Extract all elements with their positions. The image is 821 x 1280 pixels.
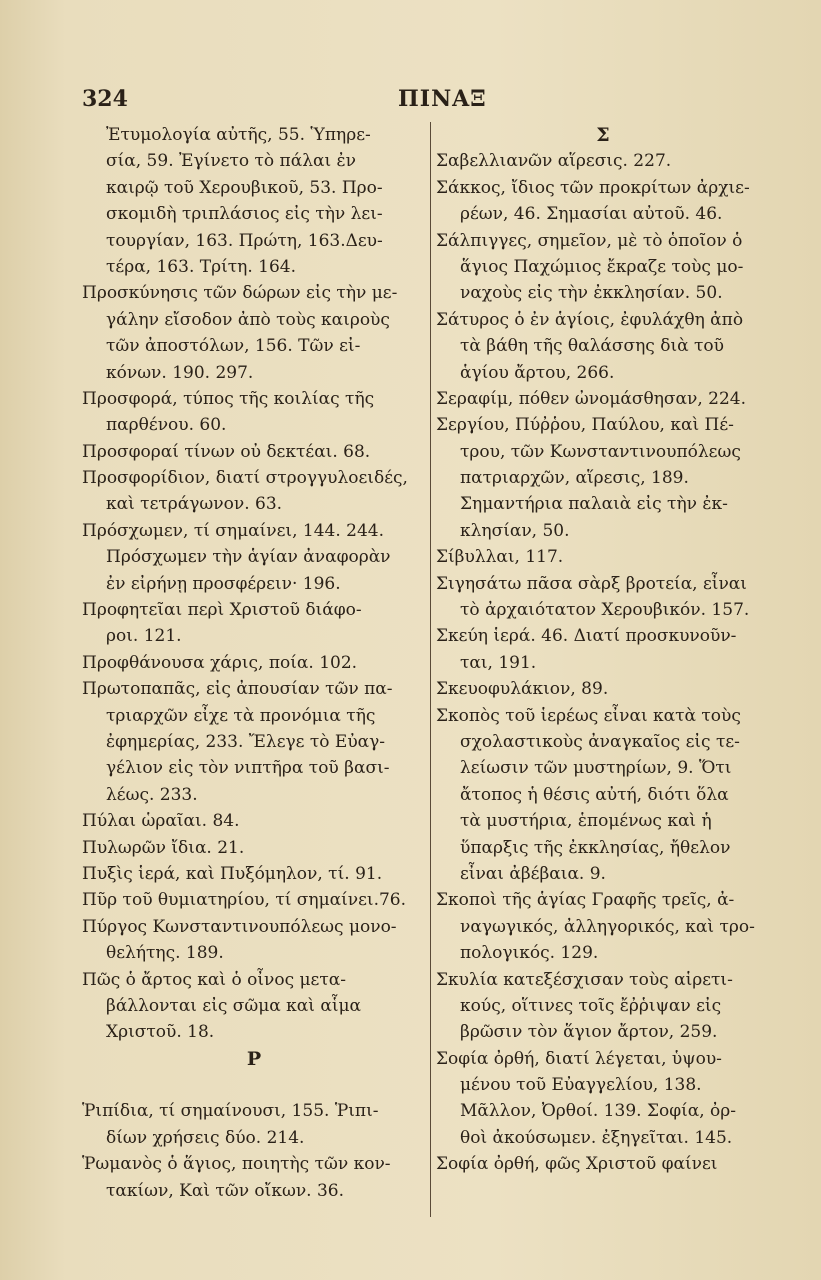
index-line: Προσφοραί τίνων οὐ δεκτέαι. 68.	[82, 441, 371, 462]
section-letter: Σ	[596, 124, 610, 146]
index-line: ἄτοπος ἡ θέσις αὐτή, διότι ὅλα	[460, 784, 729, 805]
index-line: τακίων, Καὶ τῶν οἴκων. 36.	[106, 1180, 344, 1201]
index-line: γάλην εἴσοδον ἀπὸ τοὺς καιροὺς	[106, 309, 390, 330]
index-line: Πρωτοπαπᾶς, εἰς ἀπουσίαν τῶν πα-	[82, 679, 393, 700]
index-line: Σκυλία κατεξέσχισαν τοὺς αἱρετι-	[436, 969, 733, 990]
index-line: κλησίαν, 50.	[460, 520, 570, 541]
section-letter: Ρ	[246, 1047, 262, 1070]
index-line: Πυξὶς ἱερά, καὶ Πυξόμηλον, τί. 91.	[82, 863, 383, 884]
index-line: λέως. 233.	[106, 784, 198, 805]
index-line: καιρῷ τοῦ Χερουβικοῦ, 53. Προ-	[106, 177, 383, 198]
index-line: Χριστοῦ. 18.	[106, 1022, 215, 1043]
index-line: Πρόσχωμεν τὴν ἁγίαν ἀναφορὰν	[106, 547, 391, 568]
index-line: εἶναι ἀβέβαια. 9.	[460, 863, 606, 884]
page-number: 324	[82, 86, 128, 112]
index-line: Σίβυλλαι, 117.	[436, 547, 564, 568]
index-line: Προφητεῖαι περὶ Χριστοῦ διάφο-	[82, 600, 362, 621]
index-line: Πύλαι ὡραῖαι. 84.	[82, 811, 240, 832]
index-line: τέρα, 163. Τρίτη. 164.	[106, 256, 296, 277]
index-line: τὸ ἀρχαιότατον Χερουβικόν. 157.	[460, 600, 750, 621]
index-line: θελήτης. 189.	[106, 943, 224, 964]
index-line: Μᾶλλον, Ὀρθοί. 139. Σοφία, ὀρ-	[460, 1101, 737, 1122]
index-line: Σαβελλιανῶν αἵρεσις. 227.	[436, 151, 672, 172]
index-line: Σημαντήρια παλαιὰ εἰς τὴν ἐκ-	[460, 494, 728, 515]
index-line: Ῥωμανὸς ὁ ἅγιος, ποιητὴς τῶν κον-	[82, 1154, 391, 1175]
index-line: ναχοὺς εἰς τὴν ἐκκλησίαν. 50.	[460, 283, 723, 304]
index-line: Πυλωρῶν ἴδια. 21.	[82, 837, 245, 858]
index-line: ἁγίου ἄρτου, 266.	[460, 362, 615, 383]
index-line: Σάτυρος ὁ ἐν ἁγίοις, ἐφυλάχθη ἀπὸ	[436, 309, 744, 330]
index-line: ἐφημερίας, 233. Ἔλεγε τὸ Εὐαγ-	[106, 731, 386, 752]
index-line: Πύργος Κωνσταντινουπόλεως μονο-	[82, 916, 397, 937]
index-line: Σκοπὸς τοῦ ἱερέως εἶναι κατὰ τοὺς	[436, 705, 741, 726]
index-line: ται, 191.	[460, 652, 537, 673]
column-divider	[430, 122, 431, 1217]
index-line: κούς, οἵτινες τοῖς ἔῤῥιψαν εἰς	[460, 995, 722, 1016]
index-line: ἐν εἰρήνῃ προσφέρειν· 196.	[106, 573, 341, 594]
index-line: Πῦρ τοῦ θυμιατηρίου, τί σημαίνει.76.	[82, 890, 407, 911]
index-line: βρῶσιν τὸν ἅγιον ἄρτον, 259.	[460, 1022, 718, 1043]
index-line: Πρόσχωμεν, τί σημαίνει, 144. 244.	[82, 520, 384, 541]
index-line: δίων χρήσεις δύο. 214.	[106, 1127, 305, 1148]
index-line: γέλιον εἰς τὸν νιπτῆρα τοῦ βασι-	[106, 758, 390, 779]
index-line: παρθένου. 60.	[106, 415, 227, 436]
left-column	[82, 122, 426, 1204]
index-line: τὰ βάθη τῆς θαλάσσης διὰ τοῦ	[460, 336, 724, 357]
spacer	[82, 1072, 426, 1098]
index-line: Σάκκος, ἴδιος τῶν προκρίτων ἀρχιε-	[436, 177, 750, 198]
index-line: πολογικός. 129.	[460, 943, 599, 964]
index-line: Ἐτυμολογία αὐτῆς, 55. Ὑπηρε-	[106, 125, 371, 145]
index-line: λείωσιν τῶν μυστηρίων, 9. Ὅτι	[460, 758, 732, 779]
index-line: θοὶ ἀκούσωμεν. ἐξηγεῖται. 145.	[460, 1127, 733, 1148]
index-line: ὕπαρξις τῆς ἐκκλησίας, ἤθελον	[460, 837, 731, 858]
index-line: πατριαρχῶν, αἵρεσις, 189.	[460, 468, 689, 489]
index-line: τρου, τῶν Κωνσταντινουπόλεως	[460, 441, 741, 462]
index-line: Σκοποὶ τῆς ἁγίας Γραφῆς τρεῖς, ἀ-	[436, 890, 735, 911]
index-line: βάλλονται εἰς σῶμα καὶ αἷμα	[106, 995, 362, 1016]
index-line: Σκεύη ἱερά. 46. Διατί προσκυνοῦν-	[436, 626, 737, 647]
index-line: τὰ μυστήρια, ἑπομένως καὶ ἡ	[460, 811, 712, 832]
index-line: Προφθάνουσα χάρις, ποία. 102.	[82, 652, 358, 673]
index-line: Σεργίου, Πύῤῥου, Παύλου, καὶ Πέ-	[436, 415, 734, 436]
index-line: Προσφορά, τύπος τῆς κοιλίας τῆς	[82, 388, 375, 409]
index-line: ναγωγικός, ἀλληγορικός, καὶ τρο-	[460, 916, 755, 937]
index-line: μένου τοῦ Εὐαγγελίου, 138.	[460, 1075, 702, 1096]
right-column	[436, 122, 770, 1178]
index-line: ρέων, 46. Σημασίαι αὐτοῦ. 46.	[460, 204, 723, 225]
page-title: ΠΙΝΑΞ	[398, 86, 487, 112]
index-line: ἅγιος Παχώμιος ἔκραζε τοὺς μο-	[460, 256, 744, 277]
index-line: ροι. 121.	[106, 626, 182, 647]
index-line: σχολαστικοὺς ἀναγκαῖος εἰς τε-	[460, 731, 740, 752]
index-line: Προσφορίδιον, διατί στρογγυλοειδές,	[82, 468, 408, 489]
index-line: σκομιδὴ τριπλάσιος εἰς τὴν λει-	[106, 204, 383, 225]
index-line: Πῶς ὁ ἄρτος καὶ ὁ οἶνος μετα-	[82, 969, 346, 990]
index-line: τριαρχῶν εἶχε τὰ προνόμια τῆς	[106, 705, 376, 726]
index-line: Προσκύνησις τῶν δώρων εἰς τὴν με-	[82, 283, 398, 304]
index-line: Σοφία ὀρθή, φῶς Χριστοῦ φαίνει	[436, 1154, 718, 1175]
index-line: Σάλπιγγες, σημεῖον, μὲ τὸ ὁποῖον ὁ	[436, 230, 743, 251]
index-line: Σιγησάτω πᾶσα σὰρξ βροτεία, εἶναι	[436, 573, 747, 594]
index-line: Σοφία ὀρθή, διατί λέγεται, ὑψου-	[436, 1048, 722, 1069]
index-line: Ῥιπίδια, τί σημαίνουσι, 155. Ῥιπι-	[82, 1101, 379, 1122]
index-line: τουργίαν, 163. Πρώτη, 163.Δευ-	[106, 230, 383, 251]
index-line: σία, 59. Ἐγίνετο τὸ πάλαι ἐν	[106, 151, 356, 172]
index-line: κόνων. 190. 297.	[106, 362, 254, 383]
index-line: καὶ τετράγωνον. 63.	[106, 494, 283, 515]
index-line: Σκευοφυλάκιον, 89.	[436, 679, 609, 700]
index-line: τῶν ἀποστόλων, 156. Τῶν εἰ-	[106, 336, 361, 357]
index-line: Σεραφίμ, πόθεν ὠνομάσθησαν, 224.	[436, 388, 746, 409]
